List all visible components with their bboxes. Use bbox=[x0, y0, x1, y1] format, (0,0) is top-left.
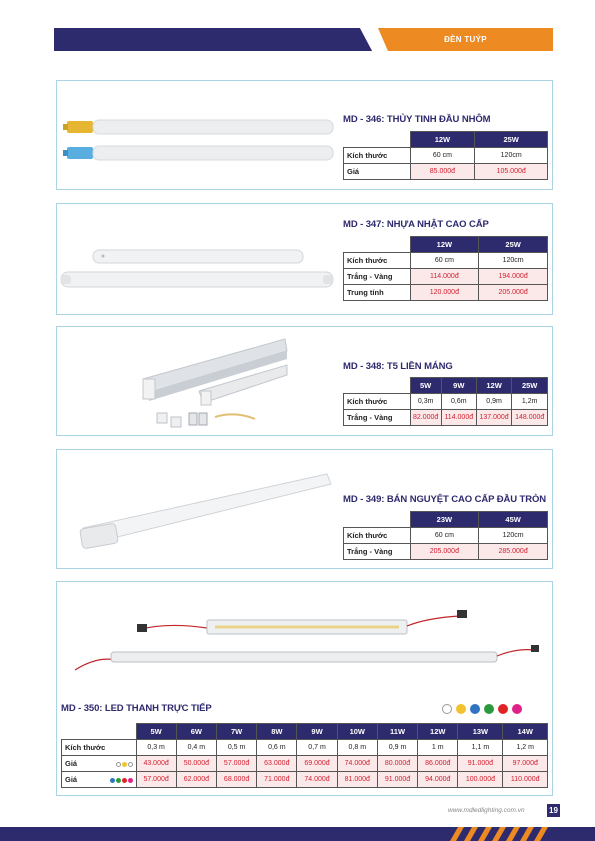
row-label-price-color bbox=[62, 772, 137, 788]
price-cell: 110.000đ bbox=[503, 772, 548, 788]
product-title: MD - 346: THỦY TINH ĐẦU NHÔM bbox=[343, 114, 491, 125]
price-cell: 114.000đ bbox=[410, 269, 479, 285]
wattage-header: 10W bbox=[337, 724, 377, 740]
row-label: Trắng - Vàng bbox=[344, 544, 411, 560]
color-option-pink bbox=[512, 704, 522, 714]
price-cell: 285.000đ bbox=[479, 544, 548, 560]
color-option-yellow bbox=[456, 704, 466, 714]
price-cell: 205.000đ bbox=[410, 544, 479, 560]
led-bar-image bbox=[67, 600, 547, 680]
price-cell: 74.000đ bbox=[297, 772, 337, 788]
category-title: ĐÈN TUÝP bbox=[444, 35, 487, 44]
footer-stripes bbox=[450, 827, 595, 841]
price-cell: 91.000đ bbox=[458, 756, 503, 772]
size-cell: 120cm bbox=[479, 528, 548, 544]
half-round-tube-image bbox=[77, 470, 337, 560]
price-cell: 94.000đ bbox=[418, 772, 458, 788]
size-cell: 0,4 m bbox=[176, 740, 216, 756]
spec-table bbox=[343, 131, 548, 180]
size-cell: 0,8 m bbox=[337, 740, 377, 756]
product-card-md349 bbox=[56, 449, 553, 569]
price-cell: 114.000đ bbox=[441, 410, 476, 426]
row-label: Kích thước bbox=[344, 253, 411, 269]
color-option-green bbox=[484, 704, 494, 714]
size-cell: 0,7 m bbox=[297, 740, 337, 756]
swatch-white bbox=[128, 762, 133, 767]
price-cell: 82.000đ bbox=[410, 410, 441, 426]
product-title: MD - 348: T5 LIỀN MÁNG bbox=[343, 361, 453, 372]
price-cell: 120.000đ bbox=[410, 285, 479, 301]
swatch-yellow bbox=[122, 762, 127, 767]
price-cell: 50.000đ bbox=[176, 756, 216, 772]
row-label: Trung tính bbox=[344, 285, 411, 301]
row-label: Giá bbox=[344, 164, 411, 180]
size-cell: 1 m bbox=[418, 740, 458, 756]
wattage-header: 12W bbox=[418, 724, 458, 740]
price-cell: 205.000đ bbox=[479, 285, 548, 301]
product-card-md347 bbox=[56, 203, 553, 315]
size-cell: 0,5 m bbox=[216, 740, 256, 756]
price-cell: 69.000đ bbox=[297, 756, 337, 772]
row-label-price-light bbox=[62, 756, 137, 772]
row-label: Kích thước bbox=[344, 394, 411, 410]
price-cell: 43.000đ bbox=[136, 756, 176, 772]
wattage-header: 25W bbox=[479, 237, 548, 253]
color-options bbox=[438, 701, 522, 719]
price-cell: 85.000đ bbox=[410, 164, 475, 180]
price-cell: 105.000đ bbox=[475, 164, 548, 180]
price-cell: 100.000đ bbox=[458, 772, 503, 788]
wattage-header: 45W bbox=[479, 512, 548, 528]
website-url: www.mdledlighting.com.vn bbox=[448, 807, 525, 814]
product-card-md350 bbox=[56, 581, 553, 796]
product-card-md346 bbox=[56, 80, 553, 190]
page-number: 19 bbox=[547, 804, 560, 817]
wattage-header: 12W bbox=[410, 237, 479, 253]
row-label: Kích thước bbox=[62, 740, 137, 756]
price-cell: 62.000đ bbox=[176, 772, 216, 788]
swatch-blue bbox=[110, 778, 115, 783]
price-cell: 194.000đ bbox=[479, 269, 548, 285]
size-cell: 120cm bbox=[475, 148, 548, 164]
product-title: MD - 347: NHỰA NHẬT CAO CẤP bbox=[343, 219, 489, 230]
wattage-header: 9W bbox=[441, 378, 476, 394]
price-cell: 71.000đ bbox=[257, 772, 297, 788]
price-cell: 137.000đ bbox=[476, 410, 512, 426]
row-label-text: Giá bbox=[65, 758, 78, 768]
wattage-header: 5W bbox=[136, 724, 176, 740]
wattage-header: 6W bbox=[176, 724, 216, 740]
wattage-header: 14W bbox=[503, 724, 548, 740]
size-cell: 0,9m bbox=[476, 394, 512, 410]
price-cell: 57.000đ bbox=[216, 756, 256, 772]
size-cell: 1,1 m bbox=[458, 740, 503, 756]
price-cell: 97.000đ bbox=[503, 756, 548, 772]
wattage-header: 5W bbox=[410, 378, 441, 394]
header-bar bbox=[54, 28, 372, 51]
swatch-green bbox=[116, 778, 121, 783]
price-cell: 74.000đ bbox=[337, 756, 377, 772]
t5-fixture-image bbox=[137, 333, 297, 433]
wattage-header: 25W bbox=[475, 132, 548, 148]
row-label: Kích thước bbox=[344, 528, 411, 544]
wattage-header: 11W bbox=[377, 724, 417, 740]
size-cell: 60 cm bbox=[410, 253, 479, 269]
price-cell: 148.000đ bbox=[512, 410, 548, 426]
price-cell: 81.000đ bbox=[337, 772, 377, 788]
spec-table bbox=[61, 723, 548, 788]
price-cell: 86.000đ bbox=[418, 756, 458, 772]
price-cell: 91.000đ bbox=[377, 772, 417, 788]
size-cell: 0,9 m bbox=[377, 740, 417, 756]
wattage-header: 8W bbox=[257, 724, 297, 740]
wattage-header: 13W bbox=[458, 724, 503, 740]
size-cell: 0,3 m bbox=[136, 740, 176, 756]
size-cell: 1,2 m bbox=[503, 740, 548, 756]
spec-table bbox=[343, 511, 548, 560]
price-cell: 68.000đ bbox=[216, 772, 256, 788]
spec-table bbox=[343, 236, 548, 301]
color-option-red bbox=[498, 704, 508, 714]
price-cell: 57.000đ bbox=[136, 772, 176, 788]
size-cell: 0,6 m bbox=[257, 740, 297, 756]
wattage-header: 9W bbox=[297, 724, 337, 740]
product-card-md348 bbox=[56, 326, 553, 436]
wattage-header: 23W bbox=[410, 512, 479, 528]
wattage-header: 7W bbox=[216, 724, 256, 740]
row-label: Trắng - Vàng bbox=[344, 269, 411, 285]
row-label-text: Giá bbox=[65, 774, 78, 784]
row-label: Trắng - Vàng bbox=[344, 410, 411, 426]
size-cell: 0,6m bbox=[441, 394, 476, 410]
color-option-white bbox=[442, 704, 452, 714]
wattage-header: 25W bbox=[512, 378, 548, 394]
glass-tube-image bbox=[63, 111, 338, 169]
spec-table bbox=[343, 377, 548, 426]
product-title: MD - 349: BÁN NGUYỆT CAO CẤP ĐẦU TRÒN bbox=[343, 494, 547, 505]
color-option-blue bbox=[470, 704, 480, 714]
swatch-pink bbox=[128, 778, 133, 783]
size-cell: 60 cm bbox=[410, 528, 479, 544]
size-cell: 60 cm bbox=[410, 148, 475, 164]
price-cell: 80.000đ bbox=[377, 756, 417, 772]
size-cell: 1,2m bbox=[512, 394, 548, 410]
product-title: MD - 350: LED THANH TRỰC TIẾP bbox=[61, 703, 212, 714]
wattage-header: 12W bbox=[410, 132, 475, 148]
swatch-white bbox=[116, 762, 121, 767]
price-cell: 63.000đ bbox=[257, 756, 297, 772]
plastic-tube-image bbox=[59, 244, 339, 294]
row-label: Kích thước bbox=[344, 148, 411, 164]
swatch-red bbox=[122, 778, 127, 783]
size-cell: 120cm bbox=[479, 253, 548, 269]
size-cell: 0,3m bbox=[410, 394, 441, 410]
wattage-header: 12W bbox=[476, 378, 512, 394]
